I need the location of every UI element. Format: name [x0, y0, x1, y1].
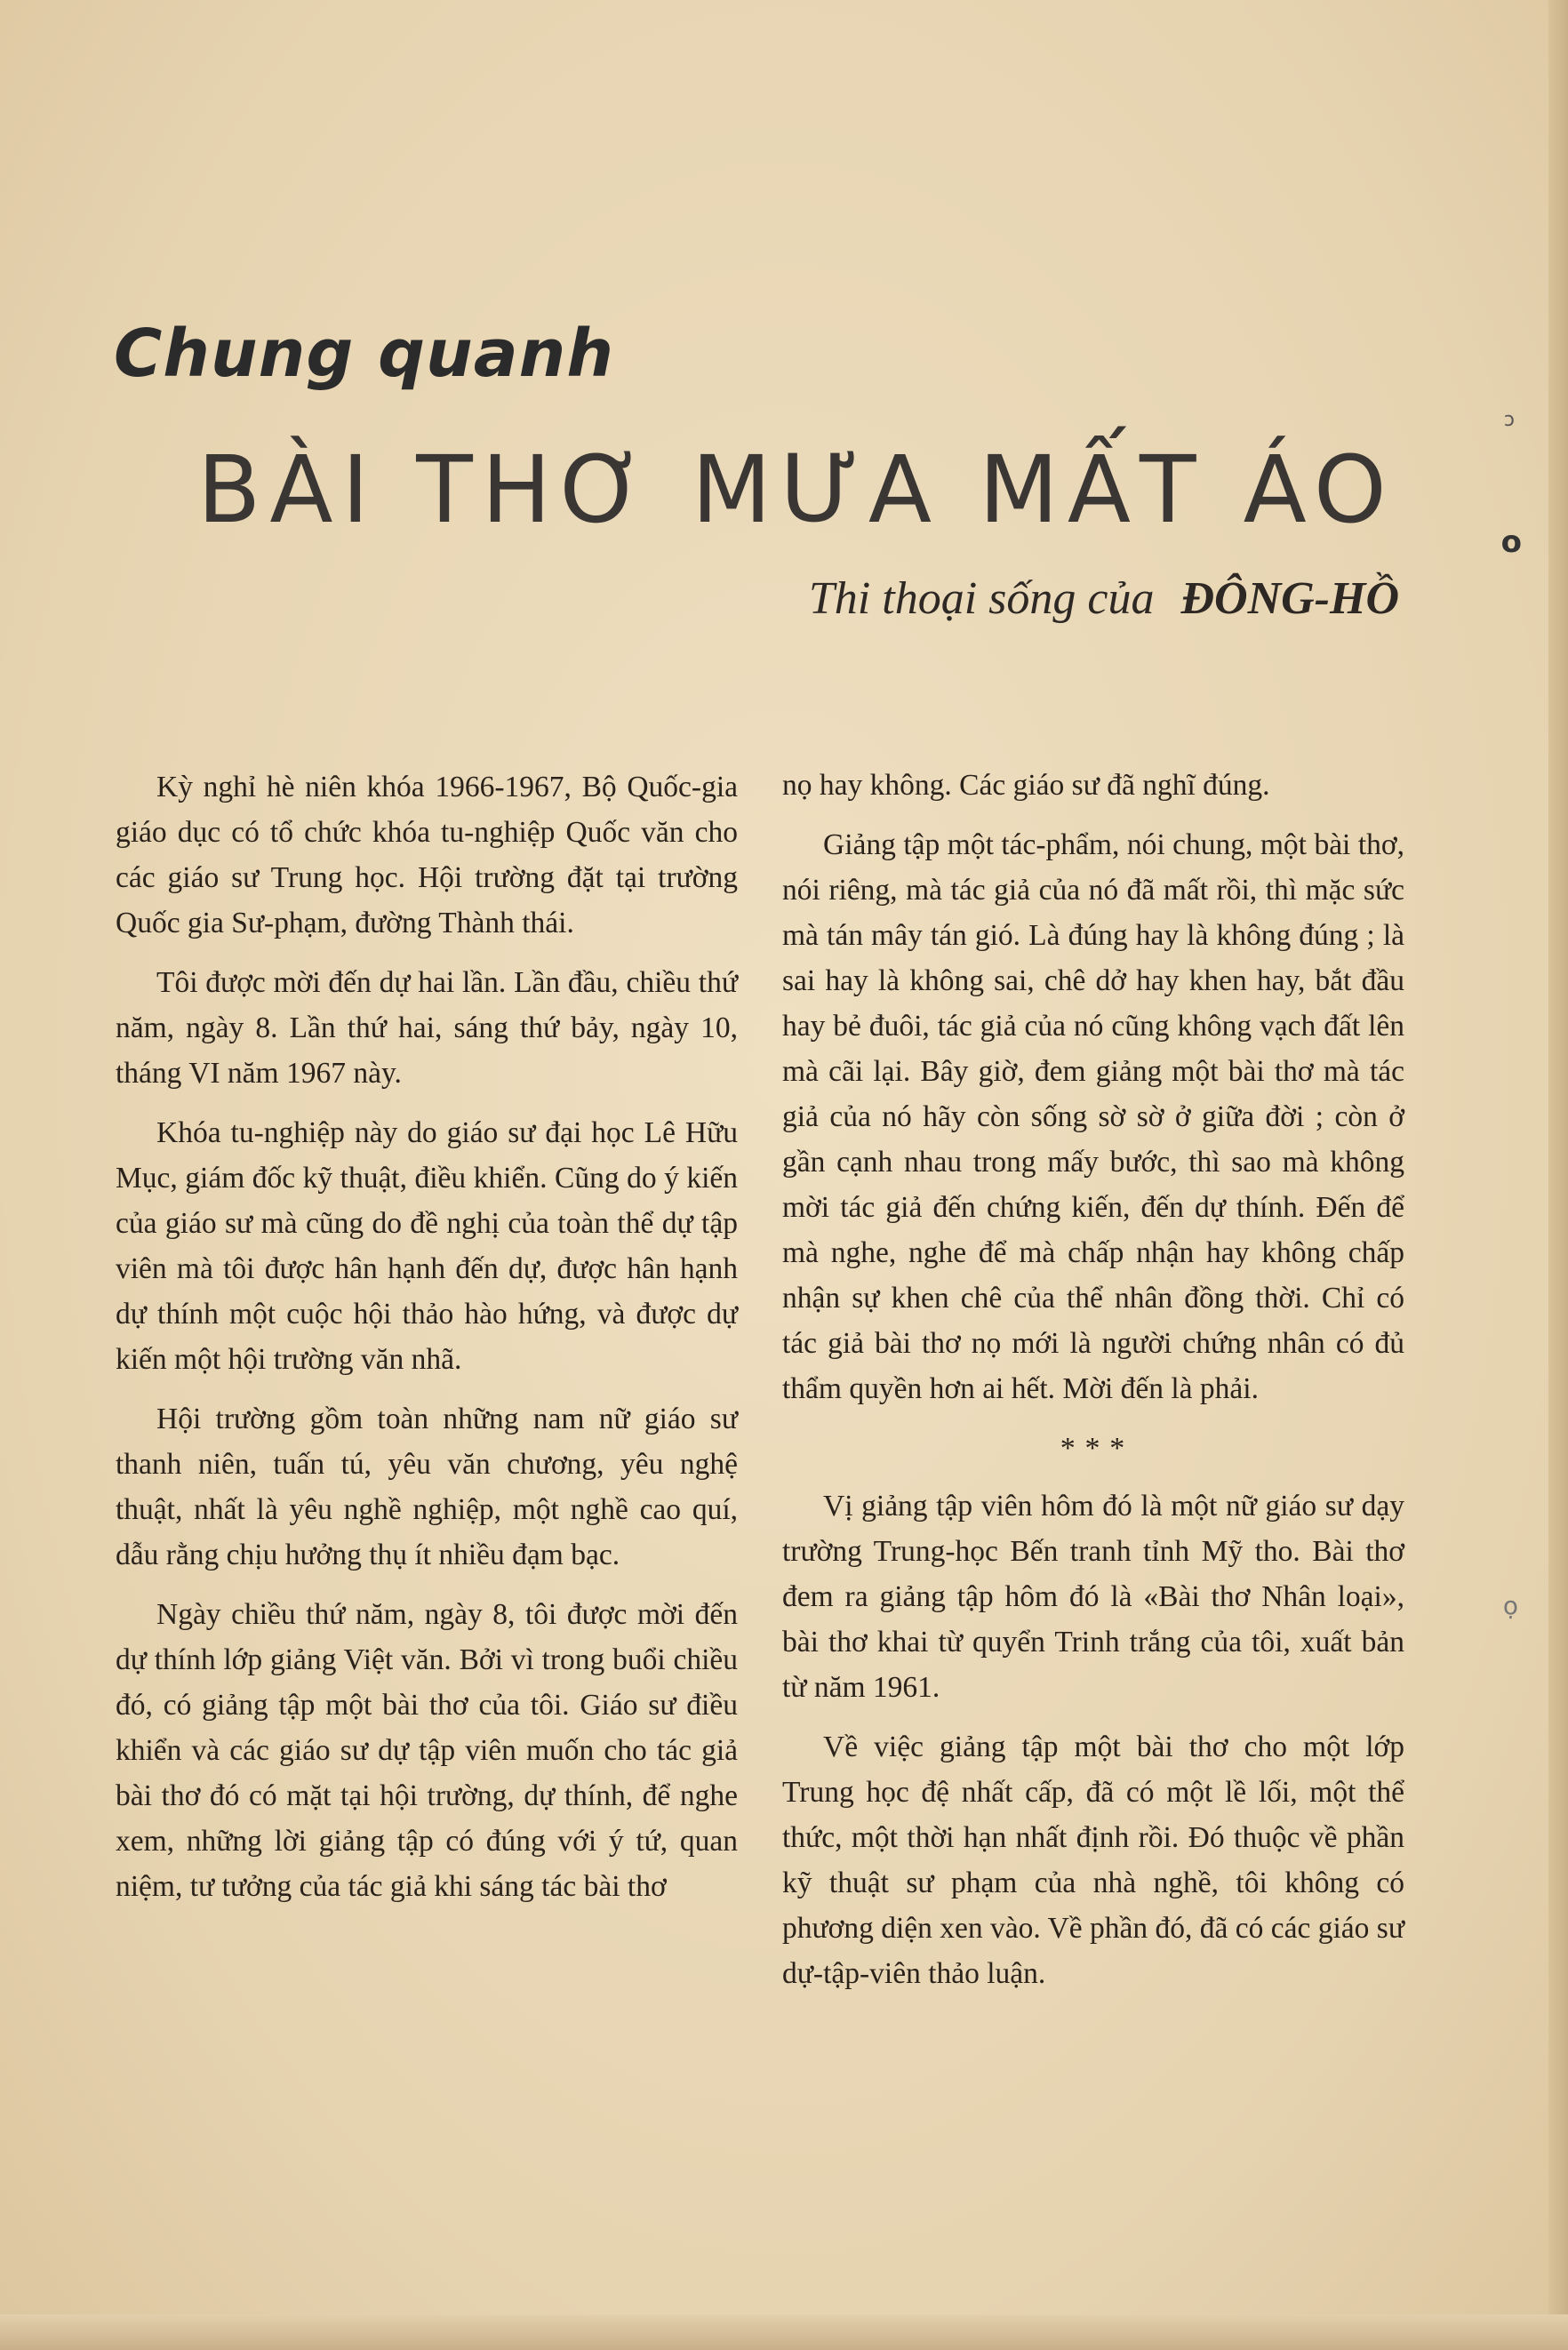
- page-edge-bottom: [0, 2314, 1568, 2350]
- section-separator: * * *: [1060, 1432, 1127, 1465]
- margin-mark: o: [1500, 524, 1522, 560]
- byline-author: ĐÔNG-HỒ: [1180, 573, 1399, 624]
- paragraph-continued: nọ hay không. Các giáo sư đã nghĩ đúng.: [782, 769, 1270, 802]
- article-title: BÀI THƠ MƯA MẤT ÁO: [197, 436, 1396, 544]
- paragraph: Tôi được mời đến dự hai lần. Lần đầu, chiều thứ năm, ngày 8. Lần thứ hai, sáng thứ bảy, ngày 10, tháng VI năm 1967 này.: [116, 966, 738, 1090]
- paragraph: Ngày chiều thứ năm, ngày 8, tôi được mời đến dự thính lớp giảng Việt văn. Bởi vì trong buổi chiều đó, có giảng tập một bài thơ của tôi. Giáo sư điều khiển và các giáo sư dự tập viên muốn cho tác giả bài thơ đó có mặt tại hội trường, dự thính, để nghe xem, những lời giảng tập có đúng với ý tứ, quan niệm, tư tưởng của tác giả khi sáng tác bài thơ: [116, 1598, 738, 1903]
- margin-mark: ọ: [1502, 1591, 1518, 1620]
- paragraph: Vị giảng tập viên hôm đó là một nữ giáo sư dạy trường Trung-học Bến tranh tỉnh Mỹ tho. Bài thơ đem ra giảng tập hôm đó là «Bài thơ Nhân loại», bài thơ khai từ quyển Trinh trắng của tôi, xuất bản từ năm 1961.: [782, 1490, 1404, 1704]
- right-column: [782, 763, 1404, 2010]
- article-byline: [809, 572, 1399, 625]
- paragraph: Khóa tu-nghiệp này do giáo sư đại học Lê Hữu Mục, giám đốc kỹ thuật, điều khiển. Cũng do ý kiến của giáo sư mà cũng do đề nghị của toàn thể dự tập viên mà tôi được hân hạnh đến dự, được hân hạnh dự thính một cuộc hội thảo hào hứng, và được dự kiến một hội trường văn nhã.: [116, 1116, 738, 1376]
- margin-mark: ɔ: [1503, 409, 1515, 431]
- paragraph: Về việc giảng tập một bài thơ cho một lớp Trung học đệ nhất cấp, đã có một lề lối, một thể thức, một thời hạn nhất định rồi. Đó thuộc về phần kỹ thuật sư phạm của nhà nghề, tôi không có phương diện xen vào. Về phần đó, đã có các giáo sư dự-tập-viên thảo luận.: [782, 1731, 1404, 1990]
- paragraph: Hội trường gồm toàn những nam nữ giáo sư thanh niên, tuấn tú, yêu văn chương, yêu nghệ thuật, nhất là yêu nghề nghiệp, một nghề cao quí, dẫu rằng chịu hưởng thụ ít nhiều đạm bạc.: [116, 1403, 738, 1571]
- paragraph: Kỳ nghỉ hè niên khóa 1966-1967, Bộ Quốc-gia giáo dục có tổ chức khóa tu-nghiệp Quốc văn cho các giáo sư Trung học. Hội trường đặt tại trường Quốc gia Sư-phạm, đường Thành thái.: [116, 771, 738, 939]
- left-column: [116, 764, 738, 1923]
- paragraph: Giảng tập một tác-phẩm, nói chung, một bài thơ, nói riêng, mà tác giả của nó đã mất rồi, thì mặc sức mà tán mây tán gió. Là đúng hay là không đúng ; là sai hay là không sai, chê dở hay khen hay, bắt đầu hay bẻ đuôi, tác giả của nó cũng không vạch đất lên mà cãi lại. Bây giờ, đem giảng một bài thơ mà tác giả của nó hãy còn sống sờ sờ ở giữa đời ; còn ở gần cạnh nhau trong mấy bước, thì sao mà không mời tác giả đến chứng kiến, đến dự thính. Đến để mà nghe, nghe để mà chấp nhận hay không chấp nhận sự khen chê của thể nhân đồng thời. Chỉ có tác giả bài thơ nọ mới là người chứng nhân có đủ thẩm quyền hơn ai hết. Mời đến là phải.: [782, 828, 1404, 1405]
- article-kicker: Chung quanh: [114, 316, 615, 392]
- byline-prefix: Thi thoại sống của: [808, 573, 1155, 624]
- page-edge-right: [1548, 0, 1568, 2350]
